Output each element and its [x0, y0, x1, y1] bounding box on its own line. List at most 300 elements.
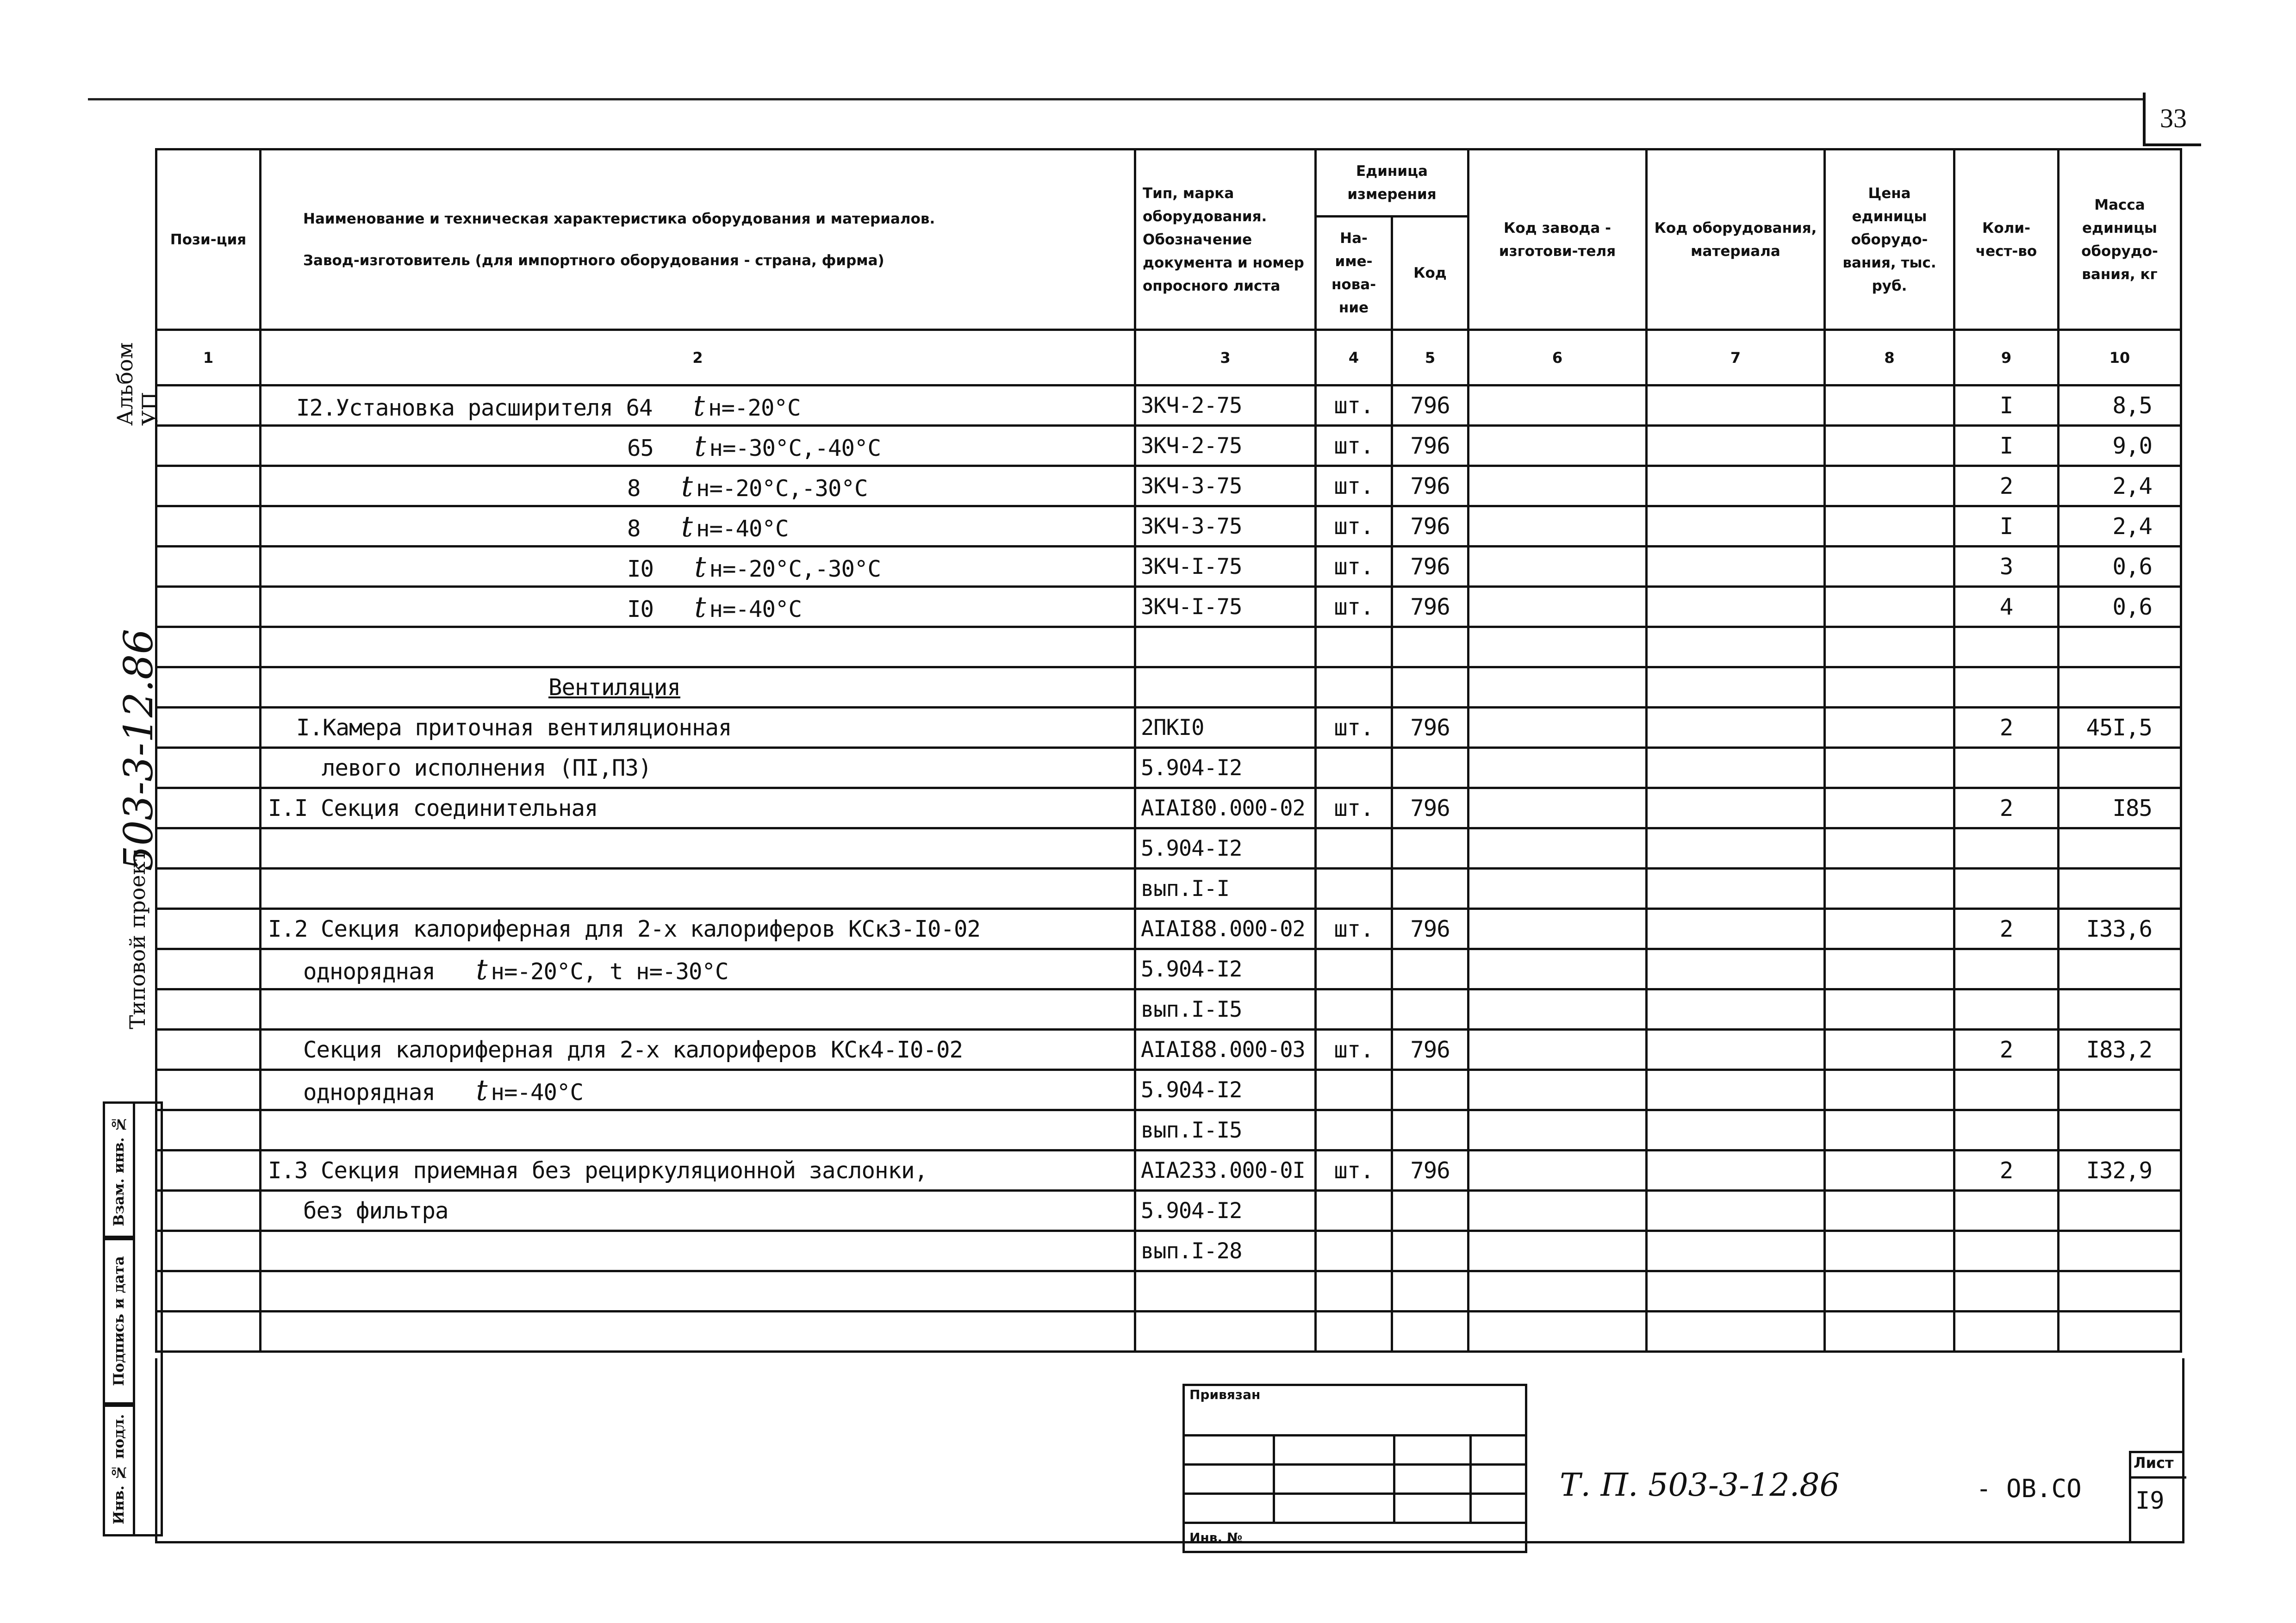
code-cell: 796	[1392, 386, 1468, 426]
item-name: I.I Секция соединительная	[268, 795, 598, 821]
temperature-symbol: t	[681, 509, 692, 543]
empty-cell	[1647, 1191, 1825, 1231]
name-cell	[261, 1150, 1135, 1191]
qty-cell	[1954, 989, 2059, 1030]
qty-cell	[1954, 667, 2059, 708]
table-row	[156, 748, 2181, 788]
position-cell	[156, 627, 261, 667]
position-cell	[156, 1030, 261, 1070]
mass-cell: I33,6	[2059, 909, 2181, 949]
mass-cell: 0,6	[2059, 547, 2181, 587]
name-cell	[261, 989, 1135, 1030]
header-name	[261, 149, 1135, 330]
name-cell	[261, 828, 1135, 869]
code-cell: 796	[1392, 547, 1468, 587]
mass-cell	[2059, 949, 2181, 989]
item-name: 8	[627, 515, 654, 542]
qty-cell	[1954, 828, 2059, 869]
empty-cell	[1825, 708, 1954, 748]
type-cell: AIAI88.000-03	[1135, 1030, 1316, 1070]
empty-cell	[1825, 1150, 1954, 1191]
empty-cell	[1468, 667, 1647, 708]
mass-cell	[2059, 1312, 2181, 1352]
mass-cell: 0,6	[2059, 587, 2181, 627]
item-name: однорядная	[303, 958, 448, 985]
code-cell: 796	[1392, 788, 1468, 828]
temperature-symbol: t	[681, 469, 692, 503]
mass-cell	[2059, 667, 2181, 708]
header-quantity: Коли-чест-во	[1954, 149, 2059, 330]
temperature-condition: н=-20°С,-30°С	[696, 475, 868, 502]
empty-cell	[1468, 909, 1647, 949]
temperature-symbol: t	[693, 388, 704, 423]
empty-cell	[1647, 748, 1825, 788]
sign-date-label: Подпись и дата	[103, 1236, 135, 1407]
empty-cell	[1825, 1271, 1954, 1312]
empty-cell	[1825, 1110, 1954, 1150]
empty-cell	[1468, 386, 1647, 426]
item-name: однорядная	[303, 1079, 448, 1106]
mass-cell	[2059, 1070, 2181, 1110]
empty-cell	[1647, 1271, 1825, 1312]
position-cell	[156, 1231, 261, 1271]
empty-cell	[1647, 869, 1825, 909]
item-name: Секция калориферная для 2-х калориферов КСк4-I0-02	[303, 1036, 963, 1063]
column-number: 1	[156, 330, 261, 386]
column-number: 4	[1316, 330, 1392, 386]
mass-cell	[2059, 989, 2181, 1030]
empty-cell	[1647, 667, 1825, 708]
item-name: 65	[627, 435, 667, 461]
empty-cell	[1468, 828, 1647, 869]
type-cell: 3КЧ-2-75	[1135, 426, 1316, 466]
name-cell	[261, 869, 1135, 909]
position-cell	[156, 1070, 261, 1110]
empty-cell	[1468, 506, 1647, 547]
empty-cell	[1647, 828, 1825, 869]
qty-cell	[1954, 1231, 2059, 1271]
header-name-line1: Наименование и техническая характеристика оборудования и материалов.	[303, 210, 935, 227]
project-label: Типовой проект	[125, 850, 150, 1029]
unit-cell: шт.	[1316, 386, 1392, 426]
empty-cell	[1647, 466, 1825, 506]
empty-cell	[1825, 1030, 1954, 1070]
empty-cell	[1825, 466, 1954, 506]
position-cell	[156, 708, 261, 748]
empty-cell	[1468, 949, 1647, 989]
table-row	[156, 667, 2181, 708]
temperature-condition: н=-40°С	[491, 1079, 583, 1106]
code-cell	[1392, 1312, 1468, 1352]
qty-cell	[1954, 1070, 2059, 1110]
table-row	[156, 587, 2181, 627]
temperature-condition: н=-30°С,-40°С	[709, 435, 881, 461]
type-cell: 3КЧ-3-75	[1135, 506, 1316, 547]
type-cell	[1135, 1271, 1316, 1312]
document-code: Т. П. 503-3-12.86	[1560, 1467, 1840, 1504]
position-cell	[156, 909, 261, 949]
unit-cell: шт.	[1316, 426, 1392, 466]
type-cell: 5.904-I2	[1135, 748, 1316, 788]
table-row	[156, 386, 2181, 426]
empty-cell	[1825, 547, 1954, 587]
position-cell	[156, 1150, 261, 1191]
name-cell	[261, 1191, 1135, 1231]
type-cell: 5.904-I2	[1135, 1191, 1316, 1231]
table-row	[156, 1312, 2181, 1352]
position-cell	[156, 869, 261, 909]
table-row	[156, 788, 2181, 828]
type-cell	[1135, 627, 1316, 667]
item-name: без фильтра	[303, 1197, 448, 1224]
item-name: левого исполнения (ПI,П3)	[322, 754, 652, 781]
unit-cell	[1316, 989, 1392, 1030]
qty-cell: I	[1954, 426, 2059, 466]
empty-cell	[1825, 386, 1954, 426]
code-cell: 796	[1392, 426, 1468, 466]
qty-cell: 2	[1954, 909, 2059, 949]
code-cell	[1392, 1231, 1468, 1271]
qty-cell: 2	[1954, 1150, 2059, 1191]
qty-cell	[1954, 1191, 2059, 1231]
type-cell: вып.I-I	[1135, 869, 1316, 909]
temperature-symbol: t	[476, 952, 487, 986]
qty-cell	[1954, 748, 2059, 788]
position-cell	[156, 788, 261, 828]
code-cell: 796	[1392, 506, 1468, 547]
empty-cell	[1825, 949, 1954, 989]
qty-cell	[1954, 949, 2059, 989]
code-cell	[1392, 627, 1468, 667]
qty-cell: 3	[1954, 547, 2059, 587]
type-cell: 3КЧ-I-75	[1135, 587, 1316, 627]
mass-cell	[2059, 1110, 2181, 1150]
type-cell: вып.I-I5	[1135, 1110, 1316, 1150]
type-cell: 5.904-I2	[1135, 828, 1316, 869]
unit-cell	[1316, 1312, 1392, 1352]
code-cell	[1392, 828, 1468, 869]
header-unit-group: Единица измерения	[1316, 149, 1468, 217]
qty-cell: I	[1954, 386, 2059, 426]
item-name: I2.Установка расширителя 64	[296, 394, 666, 421]
table-row	[156, 1030, 2181, 1070]
empty-cell	[1825, 1191, 1954, 1231]
type-cell: 3КЧ-3-75	[1135, 466, 1316, 506]
position-cell	[156, 1191, 261, 1231]
empty-cell	[1647, 708, 1825, 748]
name-cell	[261, 748, 1135, 788]
empty-cell	[1468, 708, 1647, 748]
empty-cell	[1647, 1070, 1825, 1110]
attached-label: Привязан	[1184, 1385, 1526, 1436]
empty-cell	[1647, 506, 1825, 547]
position-cell	[156, 426, 261, 466]
empty-cell	[1825, 1231, 1954, 1271]
qty-cell	[1954, 627, 2059, 667]
name-cell	[261, 949, 1135, 989]
empty-cell	[1647, 1312, 1825, 1352]
header-factory-code: Код завода - изготови-теля	[1468, 149, 1647, 330]
name-cell	[261, 587, 1135, 627]
type-cell: 2ПКI0	[1135, 708, 1316, 748]
qty-cell	[1954, 1312, 2059, 1352]
empty-cell	[1647, 1030, 1825, 1070]
position-cell	[156, 828, 261, 869]
table-row	[156, 828, 2181, 869]
empty-cell	[1468, 1110, 1647, 1150]
item-name: I.Камера приточная вентиляционная	[296, 714, 732, 741]
sheet-number: I9	[2129, 1476, 2186, 1515]
empty-cell	[1825, 587, 1954, 627]
empty-cell	[1468, 748, 1647, 788]
code-cell: 796	[1392, 1150, 1468, 1191]
document-suffix: - ОВ.СО	[1976, 1474, 2082, 1503]
name-cell	[261, 1312, 1135, 1352]
name-cell	[261, 466, 1135, 506]
empty-cell	[1468, 869, 1647, 909]
name-cell	[261, 708, 1135, 748]
position-cell	[156, 587, 261, 627]
item-name: I0	[627, 555, 667, 582]
empty-cell	[1825, 667, 1954, 708]
table-row	[156, 869, 2181, 909]
empty-cell	[1647, 587, 1825, 627]
mass-cell	[2059, 828, 2181, 869]
table-row	[156, 1070, 2181, 1110]
empty-cell	[1468, 989, 1647, 1030]
name-cell	[261, 788, 1135, 828]
column-numbers-row	[156, 330, 2181, 386]
empty-cell	[1647, 1110, 1825, 1150]
empty-cell	[1647, 386, 1825, 426]
empty-cell	[1825, 788, 1954, 828]
position-cell	[156, 1312, 261, 1352]
mass-cell: I85	[2059, 788, 2181, 828]
code-cell	[1392, 1070, 1468, 1110]
table-row	[156, 547, 2181, 587]
table-row	[156, 1191, 2181, 1231]
position-cell	[156, 547, 261, 587]
temperature-symbol: t	[694, 549, 706, 584]
qty-cell: 4	[1954, 587, 2059, 627]
code-cell	[1392, 1110, 1468, 1150]
specification-body	[156, 386, 2181, 1352]
type-cell: вып.I-I5	[1135, 989, 1316, 1030]
code-cell	[1392, 869, 1468, 909]
empty-cell	[1468, 788, 1647, 828]
empty-cell	[1468, 587, 1647, 627]
unit-cell	[1316, 1070, 1392, 1110]
code-cell: 796	[1392, 708, 1468, 748]
inv-vzam-label: Взам. инв. №	[103, 1101, 135, 1240]
empty-cell	[1647, 547, 1825, 587]
name-cell	[261, 426, 1135, 466]
mass-cell	[2059, 1191, 2181, 1231]
empty-cell	[1468, 547, 1647, 587]
temperature-symbol: t	[476, 1073, 487, 1107]
mass-cell: 45I,5	[2059, 708, 2181, 748]
empty-cell	[1468, 1231, 1647, 1271]
empty-cell	[1468, 1312, 1647, 1352]
table-row	[156, 506, 2181, 547]
empty-cell	[1825, 828, 1954, 869]
unit-cell: шт.	[1316, 788, 1392, 828]
empty-cell	[1825, 627, 1954, 667]
unit-cell	[1316, 1231, 1392, 1271]
table-row	[156, 909, 2181, 949]
unit-cell: шт.	[1316, 587, 1392, 627]
type-cell: AIAI88.000-02	[1135, 909, 1316, 949]
unit-cell: шт.	[1316, 708, 1392, 748]
position-cell	[156, 386, 261, 426]
name-cell	[261, 1030, 1135, 1070]
qty-cell	[1954, 869, 2059, 909]
unit-cell	[1316, 627, 1392, 667]
unit-cell	[1316, 828, 1392, 869]
mass-cell	[2059, 748, 2181, 788]
empty-cell	[1468, 466, 1647, 506]
column-number: 5	[1392, 330, 1468, 386]
position-cell	[156, 506, 261, 547]
table-row	[156, 627, 2181, 667]
column-number: 3	[1135, 330, 1316, 386]
temperature-symbol: t	[694, 590, 706, 624]
item-name: I.2 Секция калориферная для 2-х калориферов КСк3-I0-02	[268, 915, 981, 942]
mass-cell: 2,4	[2059, 506, 2181, 547]
code-cell: 796	[1392, 587, 1468, 627]
empty-cell	[1647, 426, 1825, 466]
empty-cell	[1825, 989, 1954, 1030]
name-cell	[261, 667, 1135, 708]
empty-cell	[1647, 1150, 1825, 1191]
code-cell	[1392, 1191, 1468, 1231]
empty-cell	[1825, 748, 1954, 788]
attached-stamp	[1182, 1384, 1525, 1553]
mass-cell	[2059, 869, 2181, 909]
column-number: 8	[1825, 330, 1954, 386]
empty-cell	[1468, 1271, 1647, 1312]
position-cell	[156, 667, 261, 708]
qty-cell: 2	[1954, 1030, 2059, 1070]
qty-cell: 2	[1954, 708, 2059, 748]
position-cell	[156, 748, 261, 788]
temperature-condition: н=-40°С	[709, 596, 802, 622]
table-row	[156, 1110, 2181, 1150]
name-cell	[261, 547, 1135, 587]
type-cell: AIAI80.000-02	[1135, 788, 1316, 828]
qty-cell	[1954, 1110, 2059, 1150]
empty-cell	[1647, 1231, 1825, 1271]
type-cell: 5.904-I2	[1135, 949, 1316, 989]
mass-cell: 8,5	[2059, 386, 2181, 426]
unit-cell	[1316, 949, 1392, 989]
empty-cell	[1468, 1030, 1647, 1070]
item-name: I0	[627, 596, 667, 622]
header-type: Тип, марка оборудования. Обозначение документа и номер опросного листа	[1135, 149, 1316, 330]
empty-cell	[1468, 1070, 1647, 1110]
empty-cell	[1647, 989, 1825, 1030]
unit-cell	[1316, 1191, 1392, 1231]
position-cell	[156, 1110, 261, 1150]
code-cell	[1392, 1271, 1468, 1312]
empty-cell	[1647, 627, 1825, 667]
column-number: 6	[1468, 330, 1647, 386]
name-cell	[261, 1231, 1135, 1271]
empty-cell	[1468, 627, 1647, 667]
code-cell: 796	[1392, 1030, 1468, 1070]
name-cell	[261, 506, 1135, 547]
empty-cell	[1825, 909, 1954, 949]
empty-cell	[1468, 426, 1647, 466]
column-number: 9	[1954, 330, 2059, 386]
type-cell: 3КЧ-I-75	[1135, 547, 1316, 587]
name-cell	[261, 1110, 1135, 1150]
table-row	[156, 1271, 2181, 1312]
mass-cell	[2059, 627, 2181, 667]
empty-cell	[1825, 506, 1954, 547]
table-row	[156, 1231, 2181, 1271]
temperature-condition: н=-40°С	[696, 515, 789, 542]
specification-table	[155, 148, 2182, 1353]
table-row	[156, 1150, 2181, 1191]
empty-cell	[1825, 1070, 1954, 1110]
title-block-frame	[155, 1358, 2184, 1543]
qty-cell	[1954, 1271, 2059, 1312]
table-row	[156, 426, 2181, 466]
header-price: Цена единицы оборудо-вания, тыс. руб.	[1825, 149, 1954, 330]
table-row	[156, 989, 2181, 1030]
project-number-handwritten: 503-3-12.86	[116, 628, 162, 871]
empty-cell	[1468, 1191, 1647, 1231]
album-label: Альбом УП	[112, 342, 162, 426]
table-row	[156, 708, 2181, 748]
code-cell	[1392, 748, 1468, 788]
sheet-label: Лист	[2134, 1454, 2174, 1472]
unit-cell	[1316, 748, 1392, 788]
mass-cell: I83,2	[2059, 1030, 2181, 1070]
position-cell	[156, 466, 261, 506]
page-number: 33	[2143, 93, 2201, 146]
type-cell: 3КЧ-2-75	[1135, 386, 1316, 426]
table-row	[156, 466, 2181, 506]
mass-cell	[2059, 1231, 2181, 1271]
empty-cell	[1825, 426, 1954, 466]
column-number: 7	[1647, 330, 1825, 386]
mass-cell: I32,9	[2059, 1150, 2181, 1191]
type-cell: вып.I-28	[1135, 1231, 1316, 1271]
position-cell	[156, 989, 261, 1030]
unit-cell: шт.	[1316, 909, 1392, 949]
type-cell	[1135, 1312, 1316, 1352]
code-cell: 796	[1392, 909, 1468, 949]
empty-cell	[1647, 788, 1825, 828]
unit-cell	[1316, 1271, 1392, 1312]
code-cell	[1392, 989, 1468, 1030]
header-name-line2: Завод-изготовитель (для импортного оборудования - страна, фирма)	[303, 252, 884, 269]
empty-cell	[1647, 909, 1825, 949]
column-number: 2	[261, 330, 1135, 386]
header-unit-code: Код	[1392, 217, 1468, 330]
empty-cell	[1468, 1150, 1647, 1191]
qty-cell: 2	[1954, 788, 2059, 828]
position-cell	[156, 1271, 261, 1312]
unit-cell	[1316, 869, 1392, 909]
code-cell: 796	[1392, 466, 1468, 506]
temperature-symbol: t	[694, 429, 706, 463]
mass-cell	[2059, 1271, 2181, 1312]
unit-cell	[1316, 667, 1392, 708]
unit-cell: шт.	[1316, 466, 1392, 506]
